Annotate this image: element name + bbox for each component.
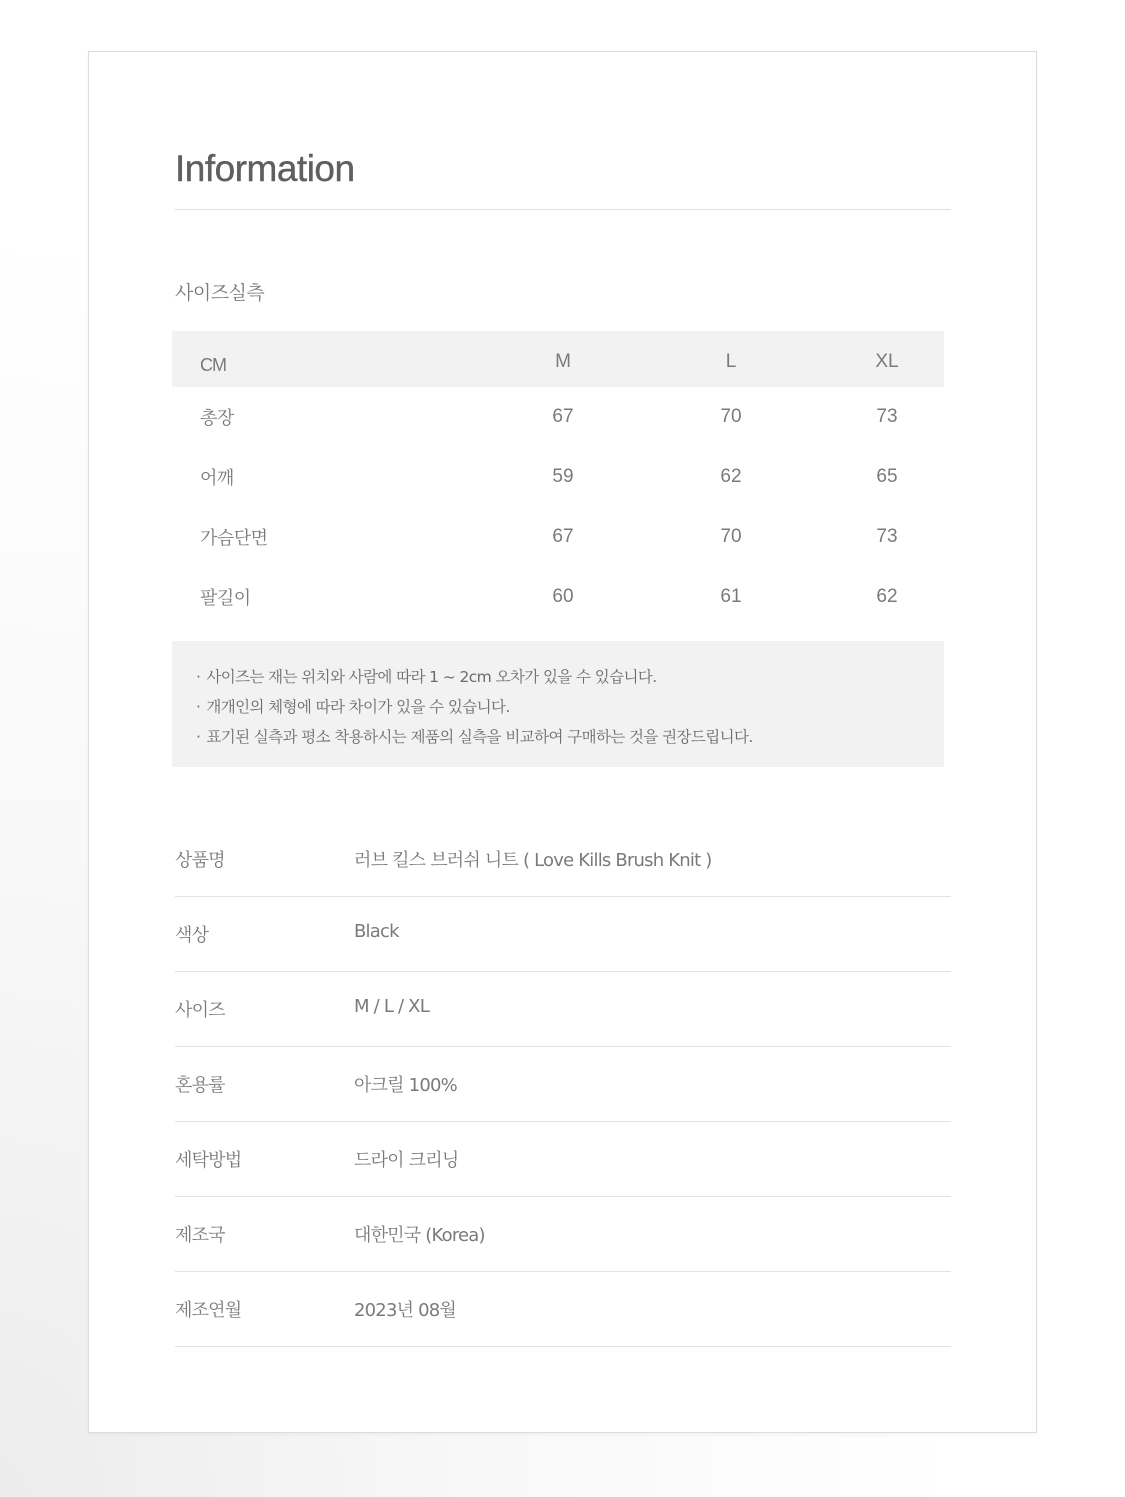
note-text: 개개인의 체형에 따라 차이가 있을 수 있습니다. <box>206 698 510 716</box>
info-row-size <box>175 972 951 1047</box>
information-card <box>88 51 1037 1433</box>
bullet-icon: · <box>196 668 201 686</box>
info-key: 제조연월 <box>175 1300 242 1321</box>
product-info-list <box>175 822 951 1347</box>
row-label: 가슴단면 <box>200 528 268 549</box>
note-text: 사이즈는 재는 위치와 사람에 따라 1 ~ 2cm 오차가 있을 수 있습니다. <box>206 668 657 686</box>
value-m: 59 <box>552 466 574 487</box>
header-size-xl: XL <box>875 351 899 372</box>
info-row-washing <box>175 1122 951 1197</box>
value-m: 67 <box>552 526 574 547</box>
size-note <box>196 662 944 692</box>
info-key: 색상 <box>175 925 209 946</box>
title-divider <box>175 209 951 210</box>
info-key: 세탁방법 <box>175 1150 242 1171</box>
header-size-l: L <box>725 351 737 372</box>
value-l: 62 <box>720 466 742 487</box>
table-row <box>172 387 944 447</box>
value-l: 61 <box>720 586 742 607</box>
info-value: 대한민국 (Korea) <box>354 1225 485 1246</box>
bullet-icon: · <box>196 698 201 716</box>
value-xl: 73 <box>876 526 898 547</box>
info-key: 사이즈 <box>175 1000 225 1021</box>
info-value: 드라이 크리닝 <box>354 1150 459 1171</box>
info-key: 혼용률 <box>175 1075 225 1096</box>
info-key: 제조국 <box>175 1225 225 1246</box>
info-row-color <box>175 897 951 972</box>
value-xl: 65 <box>876 466 898 487</box>
table-row <box>172 507 944 567</box>
header-size-m: M <box>555 351 571 372</box>
value-l: 70 <box>720 526 742 547</box>
info-row-origin <box>175 1197 951 1272</box>
row-label: 총장 <box>200 408 234 429</box>
info-row-manufacture-date <box>175 1272 951 1347</box>
value-xl: 73 <box>876 406 898 427</box>
header-unit: CM <box>200 354 226 375</box>
info-value: Black <box>354 921 399 942</box>
value-xl: 62 <box>876 586 898 607</box>
value-m: 67 <box>552 406 574 427</box>
info-value: 아크릴 100% <box>354 1075 457 1096</box>
info-row-product-name <box>175 822 951 897</box>
size-table <box>172 331 944 627</box>
size-notes <box>172 641 944 767</box>
size-note <box>196 722 944 752</box>
row-label: 어깨 <box>200 468 234 489</box>
note-text: 표기된 실측과 평소 착용하시는 제품의 실측을 비교하여 구매하는 것을 권장드립니다. <box>206 728 753 746</box>
info-row-material <box>175 1047 951 1122</box>
info-value: M / L / XL <box>354 996 429 1017</box>
table-row <box>172 447 944 507</box>
bullet-icon: · <box>196 728 201 746</box>
value-m: 60 <box>552 586 574 607</box>
size-table-header <box>172 331 944 387</box>
page-title: Information <box>175 148 355 189</box>
info-value: 러브 킬스 브러쉬 니트 ( Love Kills Brush Knit ) <box>354 850 712 871</box>
info-value: 2023년 08월 <box>354 1300 457 1321</box>
size-chart-label: 사이즈실측 <box>175 282 265 304</box>
row-label: 팔길이 <box>200 588 251 609</box>
size-note <box>196 692 944 722</box>
value-l: 70 <box>720 406 742 427</box>
table-row <box>172 567 944 627</box>
info-key: 상품명 <box>175 850 225 871</box>
